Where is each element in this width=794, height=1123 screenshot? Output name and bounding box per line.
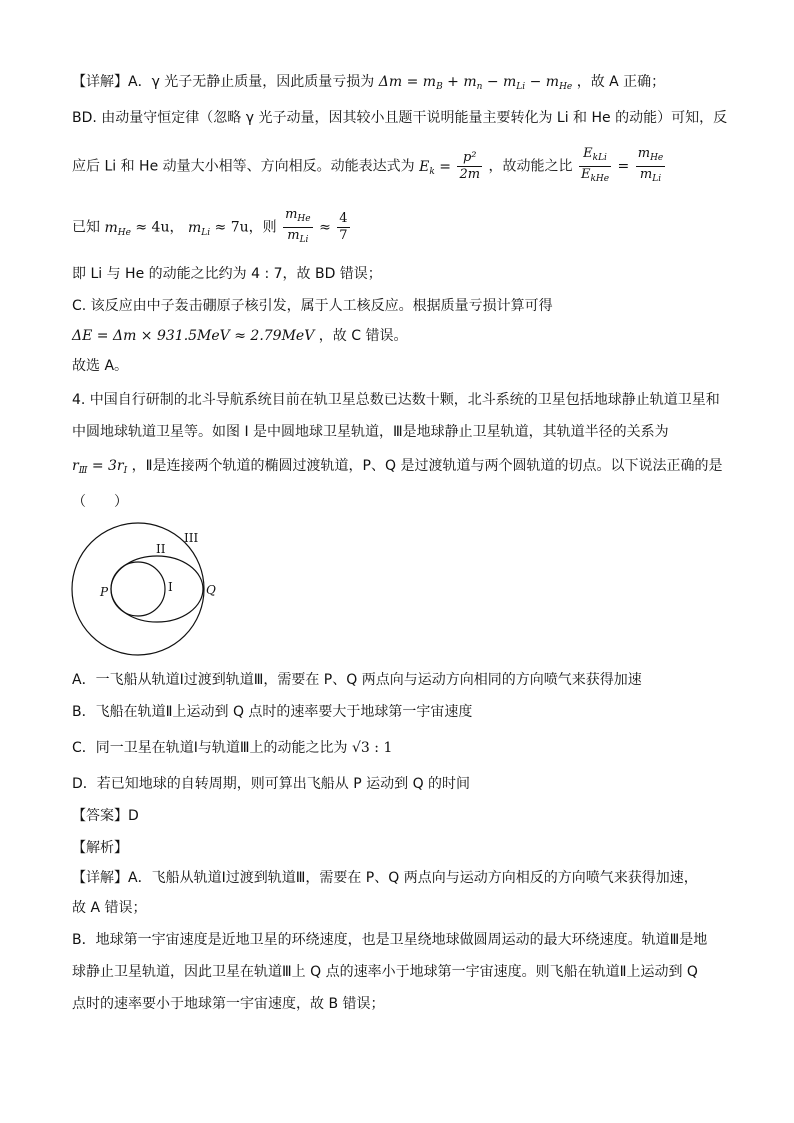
fraction-4-7: $\frac{4}{7}$ (339, 211, 348, 243)
orbit-diagram (66, 522, 226, 658)
detail-line-kinetic: 应后 Li 和 He 动量大小相等、方向相反。动能表达式为 $E_k$ = $\frac{\text{p²}}{2m}$ ，故动能之比 $\frac{E_{kLi}}{E_{kHe}}$ = $\frac{m_{He}}{m_{Li}}$ (72, 146, 667, 191)
option-c: C．同一卫星在轨道Ⅰ与轨道Ⅲ上的动能之比为 √3 : 1 (72, 740, 393, 756)
fraction-p2-2m: $\frac{\text{p²}}{2m}$ (459, 150, 481, 182)
detail-2-line-2: 故 A 错误； (72, 900, 147, 916)
mass-defect-eq: $\Delta m = m_B + m_n - m_{Li} - m_{He}$ (378, 74, 573, 92)
label-P: P (100, 585, 109, 599)
question-4-line-2: 中圆地球轨道卫星等。如图 I 是中圆地球卫星轨道，Ⅲ是地球静止卫星轨道，其轨道半径的关系为 (72, 424, 669, 440)
option-b: B．飞船在轨道Ⅱ上运动到 Q 点时的速率要大于地球第一宇宙速度 (72, 704, 473, 720)
label-I: I (168, 580, 173, 594)
label-II: II (156, 542, 166, 556)
label-Q: Q (206, 583, 216, 597)
detail-a-head: 【详解】A．γ 光子无静止质量，因此质量亏损为 (72, 74, 375, 90)
detail-line-energy: ΔE = Δm × 931.5MeV ≈ 2.79MeV ，故 C 错误。 (72, 328, 408, 344)
m-li: $m_{Li}$ (187, 219, 211, 238)
fraction-mass-ratio: $\frac{m_{He}}{m_{Li}}$ (637, 146, 664, 184)
m-he: $m_{He}$ (104, 219, 131, 238)
radius-relation: $r_Ⅲ = 3r_Ⅰ$ (72, 458, 128, 476)
detail-line-choose: 故选 A。 (72, 358, 129, 374)
detail-a-tail: ，故 A 正确； (576, 74, 666, 90)
energy-eq: ΔE = Δm × 931.5MeV ≈ 2.79MeV (72, 328, 315, 344)
question-4-blank: （ ） (72, 494, 128, 510)
detail-2-line-4: 球静止卫星轨道，因此卫星在轨道Ⅲ上 Q 点的速率小于地球第一宇宙速度。则飞船在轨道Ⅱ上运动到 Q (72, 964, 698, 980)
question-4-line-1: 4. 中国自行研制的北斗导航系统目前在轨卫星总数已达数十颗，北斗系统的卫星包括地球静止轨道卫星和 (72, 392, 720, 408)
answer-label: 【答案】 (72, 808, 128, 824)
option-d: D．若已知地球的自转周期，则可算出飞船从 P 运动到 Q 的时间 (72, 776, 471, 792)
detail-line-c: C. 该反应由中子轰击硼原子核引发，属于人工核反应。根据质量亏损计算可得 (72, 298, 553, 314)
ek-symbol: $E_k$ = (419, 158, 456, 177)
analysis-label: 【解析】 (72, 840, 128, 856)
detail-line-ratio: 即 Li 与 He 的动能之比约为 4 : 7，故 BD 错误； (72, 266, 382, 282)
kinetic-mid: ，故动能之比 (488, 158, 573, 175)
detail-2-line-1: 【详解】A．飞船从轨道Ⅰ过渡到轨道Ⅲ，需要在 P、Q 两点向与运动方向相反的方向喷气来获得加速， (72, 870, 698, 886)
option-c-value: √3 : 1 (352, 740, 393, 756)
question-4-line-3: $r_Ⅲ = 3r_Ⅰ$ ，Ⅱ是连接两个轨道的椭圆过渡轨道，P、Q 是过渡轨道与两个圆轨道的切点。以下说法正确的是 (72, 458, 723, 476)
option-a: A．一飞船从轨道Ⅰ过渡到轨道Ⅲ，需要在 P、Q 两点向与运动方向相同的方向喷气来获得加速 (72, 672, 642, 688)
label-III: III (184, 531, 199, 545)
detail-line-bd: BD. 由动量守恒定律（忽略 γ 光子动量，因其较小且题干说明能量主要转化为 Li 和 He 的动能）可知，反 (72, 110, 728, 126)
answer (72, 806, 139, 826)
kinetic-head: 应后 Li 和 He 动量大小相等、方向相反。动能表达式为 (72, 158, 415, 175)
fraction-ek-ratio: $\frac{E_{kLi}}{E_{kHe}}$ (580, 146, 610, 184)
detail-2-line-5: 点时的速率要小于地球第一宇宙速度，故 B 错误； (72, 996, 385, 1012)
detail-2-line-3: B．地球第一宇宙速度是近地卫星的环绕速度，也是卫星绕地球做圆周运动的最大环绕速度。轨道Ⅲ是地 (72, 932, 708, 948)
answer-value: D (128, 808, 139, 824)
detail-line-known: 已知 $m_{He} \approx 4u$， $m_{Li} \approx 7u$，则 $\frac{m_{He}}{m_{Li}}$ ≈ $\frac{4}{7}$ (72, 207, 352, 252)
detail-line-a (72, 72, 665, 97)
orbit-II-ellipse (111, 556, 203, 622)
fraction-mhe-mli: $\frac{m_{He}}{m_{Li}}$ (285, 207, 311, 245)
